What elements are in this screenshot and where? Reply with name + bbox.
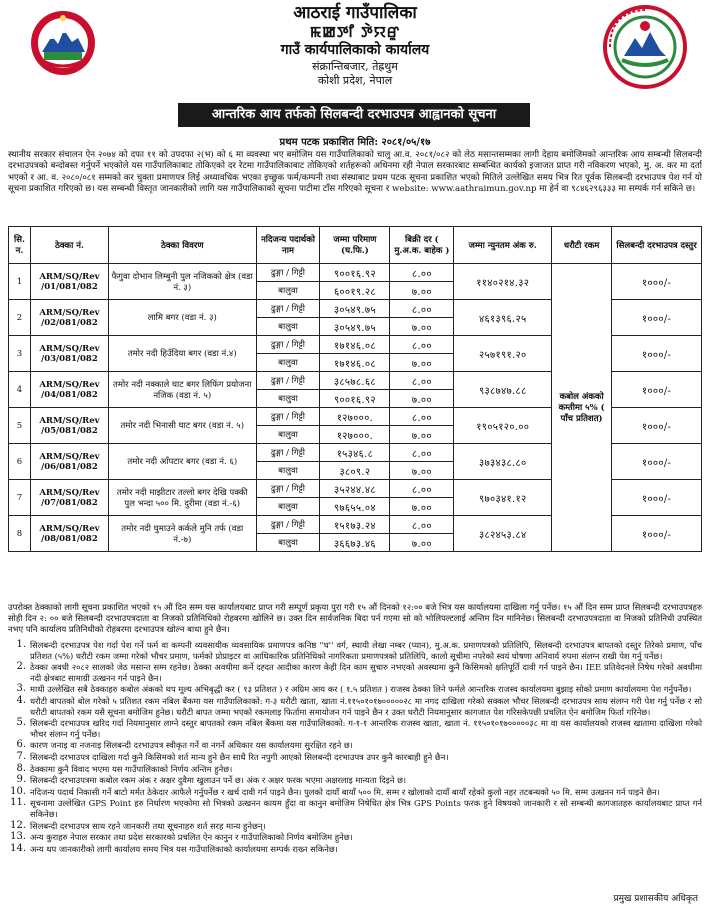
- term-text: नदिजन्य पदार्थ निकासी गर्ने बाटो मर्मत ठेकेदार आफैले गर्नुपर्नेछ र खर्च दावी गर्न पाइने छैन। पुलको दायाँ बायाँ ५०० मि. सम्म र खोलाको दायाँ बायाँ रहेको कुलो नहर तटबन्धको ५० मि. सम्म उत्खनन गर्न पाइने छैन।: [30, 786, 660, 797]
- term-number: 5.: [16, 717, 26, 729]
- row-rate: ७.००: [390, 318, 454, 336]
- row-rate: ८.००: [390, 516, 454, 534]
- row-quantity: ३०५४९.७५: [320, 318, 390, 336]
- row-quantity: १२७०००.: [320, 426, 390, 444]
- term-number: 4.: [16, 694, 26, 706]
- term-text: सिलबन्दी दरभाउपत्र खरिद गर्दा नियमानुसार लाग्ने दस्तुर बापतको रकम नबिल बैंकमा यस गाउँपालिकाको: ग-१-१ आन्तरिक राजस्व खाता, खाता नं. ११५०१०१७०००००३८ मा वा यस कार्यालयको राजस्व खातामा दाखिला गरेको भौचर संलग्न गर्नु पर्नेछ।: [30, 718, 702, 739]
- nepal-government-emblem-icon: [28, 8, 98, 78]
- term-text: धरौटी बापतको बोल गरेको ५ प्रतिशत रकम नबिल बैंकमा यस गाउँपालिकाको: ग-३ धरौटी खाता, खाता नं.११५०१०१७०००००२८ मा नगद दाखिला गरेको सक्कल भौचर सिलबन्दी दरभाउपत्र साथ संलग्न गरी पेश गर्नु पर्नेछ र सो धरौटी बापतको रकम यसै सूचना बमोजिम हुनेछ। धरौटी बापत जम्मा भएको रकमलाइ फिर्तामा समायोजन गर्न पाइने छैन र उक्त धरौटी नियमानुसार कागजात पेश गरिसकेपछी प्रचलित ऐन बमोजिम फिर्ता गरिनेछ।: [30, 695, 702, 717]
- term-item: [8, 832, 702, 843]
- row-quantity: १७१४६.०८: [320, 336, 390, 354]
- row-material: बालुवा: [256, 282, 320, 300]
- row-sn: 2: [9, 300, 31, 336]
- row-contract-no: ARM/SQ/Rev /04/081/082: [30, 372, 108, 408]
- row-quantity: ३८५७८.६८: [320, 372, 390, 390]
- term-number: 11.: [10, 797, 26, 809]
- col-min-amount: जम्मा न्युनतम अंक रु.: [454, 227, 552, 264]
- office-name: गाउँ कार्यपालिकाको कार्यालय: [280, 42, 430, 58]
- term-text: सूचनामा उल्लेखित GPS Point हरु निर्धारण भएकोमा सो भित्रको उत्खनन कायम हुँदा वा कानुन बमोजिम निषेधित क्षेत्र भित्र GPS Points फरक हुने विषयको जानकारी र सो सम्बन्धी कागजातहरु कार्यालयबाट प्राप्त गर्न सकिनेछ।: [30, 798, 702, 819]
- row-sn: 6: [9, 444, 31, 480]
- term-item: [8, 844, 702, 855]
- term-item: [8, 821, 702, 832]
- term-text: सिलबन्दी दरभाउपत्र दाखिला गर्दा कुनै किसिमको शर्त मान्य हुने छैन साथै रित नपुगी आएको सिलबन्दी दरभाउपत्र उपर कुनै कारबाही हुने छैन।: [30, 751, 449, 762]
- row-description: फैगुवा दोभान लिम्बुनी पुल नजिकको क्षेत्र (वडा नं. ३): [108, 264, 256, 300]
- col-deposit: धरौटी रकम: [552, 227, 612, 264]
- term-number: 1.: [16, 639, 26, 650]
- term-item: [8, 696, 702, 717]
- row-description: तमोर नदी भिनासी घाट बगर (वडा नं. ५): [108, 408, 256, 444]
- term-item: [8, 775, 702, 786]
- row-fee: १०००/-: [612, 480, 702, 516]
- row-sn: 5: [9, 408, 31, 444]
- row-quantity: ३५२४४.४८: [320, 480, 390, 498]
- row-contract-no: ARM/SQ/Rev /05/081/082: [30, 408, 108, 444]
- row-rate: ७.००: [390, 534, 454, 552]
- row-quantity: ६००१९.२८: [320, 282, 390, 300]
- row-description: तमोर नदी नक्काले घाट बगर लिफिंग प्रयोजना नजिक (वडा नं. ५): [108, 372, 256, 408]
- row-material: ढुङ्गा / गिट्टी: [256, 264, 320, 282]
- row-rate: ८.००: [390, 372, 454, 390]
- row-description: तमोर नदी आँपटार बगर (वडा नं. ६): [108, 444, 256, 480]
- term-text: ठेक्का अवधी २०८२ सालको जेठ मसान्त सम्म रहनेछ। ठेक्का अवधीमा कर्ने दह्दत आदीका कारण केही दिन काम सुचारु नभएको अवस्थामा कुनै किसिमको क्षतिपूर्ति दावी गर्न पाइने छैन। IEE प्रतिवेदनले निषेध गरेको अवधीमा नदी क्षेत्रबाट सामाग्री उत्खनन गर्न पाइने छैन।: [30, 662, 702, 683]
- term-text: सिलबन्दी दरभाउपत्र पेश गर्दा पेश गर्ने फर्म वा कम्पनी व्यवसायीक व्यवसायिक प्रमाणपत्र कनिष्ठ ''घ'' वर्ग, स्थायी लेखा नम्बर (प्यान), मु.अ.क. प्रमाणपत्रको प्रतिलिपि, सिलबन्दी दरभाउपत्र बापतको दस्तुर तिरेको प्रमाण, पाँच प्रतिशत (५%) धरौटी रकम जम्मा गरेको भौचर प्रमाण, फर्मको प्रोप्राइटर वा आधिकारिक प्रतिनिधिको नागरिकता प्रमाणपत्रको प्रतिलिपि, कालो सूचीमा नपरेको स्वयं घोषणा अनिवार्य रुपमा संलग्न राखी पेश गर्नु पर्नेछ।: [30, 640, 702, 661]
- table-header-row: [9, 227, 702, 264]
- submission-paragraph: उपरोक्त ठेक्काको लागी सूचना प्रकाशित भएको १५ औं दिन सम्म यस कार्यालयबाट प्राप्त गरी सम्पूर्ण प्रकृया पुरा गरी १५ औं दिनको १२:०० बजे भित्र यस कार्यालयमा दाखिला गर्नु पर्नेछ। १५ औं दिन सम्म प्राप्त सिलबन्दी दरभाउपत्रहरु सोही दिन २: ०० बजे सिलबन्दी दरभाउपत्रदाता वा निजको प्रतिनिधिको रोहबरमा खोलिने छ। उक्त दिन सार्वजनिक बिदा पर्न गएमा सो को भोलिपल्टलाई अन्तिम दिन मानिनेछ। सिलबन्दी दरभाउपत्रदाता वा निजको प्रतिनिधी उपस्थित नभए पनि कार्यालय प्रतिनिधीको रोहबरमा दरभाउपत्र खोल्न बाधा हुने छैन।: [8, 602, 702, 634]
- province-name: कोशी प्रदेश, नेपाल: [317, 74, 393, 87]
- row-material: ढुङ्गा / गिट्टी: [256, 480, 320, 498]
- term-number: 12.: [10, 819, 26, 831]
- letterhead: [0, 0, 710, 96]
- row-min-amount: ११४०२१४.३२: [454, 264, 552, 300]
- row-sn: 8: [9, 516, 31, 552]
- row-material: बालुवा: [256, 498, 320, 516]
- term-item: [8, 740, 702, 751]
- term-number: 9.: [16, 774, 26, 786]
- term-text: कारण जनाइ वा नजनाइ सिलबन्दी दरभाउपत्र स्वीकृत गर्ने वा नगर्ने अधिकार यस कार्यालयमा सुरक्षित रहने छ।: [30, 740, 353, 751]
- row-fee: १०००/-: [612, 444, 702, 480]
- deposit-cell: कबोल अंकको कम्तीमा ५% ( पाँच प्रतिशत): [552, 264, 612, 552]
- row-quantity: ९७६५५.०४: [320, 498, 390, 516]
- municipality-name-limbu: ꯃꯀꯇꯤ ꯇꯥꯌꯔꯨ: [309, 23, 401, 41]
- row-fee: १०००/-: [612, 300, 702, 336]
- tender-table: [8, 226, 702, 552]
- row-min-amount: ४६१३९६.२५: [454, 300, 552, 336]
- row-rate: ७.००: [390, 426, 454, 444]
- row-contract-no: ARM/SQ/Rev /07/081/082: [30, 480, 108, 516]
- row-sn: 4: [9, 372, 31, 408]
- row-quantity: ३८०९.२: [320, 462, 390, 480]
- row-min-amount: १९०५१२०.००: [454, 408, 552, 444]
- term-item: [8, 764, 702, 775]
- row-material: ढुङ्गा / गिट्टी: [256, 516, 320, 534]
- row-fee: १०००/-: [612, 516, 702, 552]
- row-material: बालुवा: [256, 462, 320, 480]
- term-text: अन्य थप जानकारीको लागी कार्यालय समय भित्र यस गाउँपालिकाको कार्यालयमा सम्पर्क राख्न सकिनेछ।: [30, 843, 338, 854]
- row-description: तमोर नदी माझीटार तल्लो बगर देखि पक्की पुल भन्दा ५०० मि. दुरीमा (वडा नं.-६): [108, 480, 256, 516]
- row-material: बालुवा: [256, 318, 320, 336]
- term-number: 7.: [16, 750, 26, 762]
- row-contract-no: ARM/SQ/Rev /03/081/082: [30, 336, 108, 372]
- col-description: ठेक्का विवरण: [108, 227, 256, 264]
- municipality-logo-icon: [602, 4, 688, 90]
- row-quantity: ९००१६.९२: [320, 264, 390, 282]
- term-number: 3.: [16, 683, 26, 695]
- row-min-amount: ३८२४५३.८४: [454, 516, 552, 552]
- row-rate: ८.००: [390, 264, 454, 282]
- term-number: 13.: [10, 831, 26, 843]
- row-description: तमोर नदी हिउँदिया बगर (वडा नं.४): [108, 336, 256, 372]
- term-item: [8, 684, 702, 695]
- term-number: 10.: [10, 785, 26, 797]
- row-material: ढुङ्गा / गिट्टी: [256, 372, 320, 390]
- col-sn: सि. न.: [9, 227, 31, 264]
- col-rate: बिक्री दर ( मु.अ.क. बाहेक ): [390, 227, 454, 264]
- row-material: बालुवा: [256, 426, 320, 444]
- row-material: ढुङ्गा / गिट्टी: [256, 300, 320, 318]
- term-item: [8, 640, 702, 661]
- row-quantity: ३६६७३.४६: [320, 534, 390, 552]
- row-fee: १०००/-: [612, 408, 702, 444]
- notice-title: आन्तरिक आय तर्फको सिलबन्दी दरभाउपत्र आह्वानको सूचना: [178, 103, 530, 127]
- row-rate: ७.००: [390, 498, 454, 516]
- table-row: [9, 264, 702, 282]
- row-sn: 7: [9, 480, 31, 516]
- row-quantity: ३०५४९.७५: [320, 300, 390, 318]
- term-item: [8, 787, 702, 798]
- row-rate: ७.००: [390, 354, 454, 372]
- row-fee: १०००/-: [612, 372, 702, 408]
- row-rate: ८.००: [390, 336, 454, 354]
- row-rate: ७.००: [390, 282, 454, 300]
- row-min-amount: ३७३४३८.८०: [454, 444, 552, 480]
- term-number: 8.: [16, 762, 26, 774]
- row-material: बालुवा: [256, 534, 320, 552]
- term-number: 6.: [16, 739, 26, 751]
- term-item: [8, 752, 702, 763]
- term-item: [8, 718, 702, 739]
- col-fee: सिलबन्दी दरभाउपत्र दस्तुर: [612, 227, 702, 264]
- row-rate: ८.००: [390, 480, 454, 498]
- row-rate: ८.००: [390, 408, 454, 426]
- row-quantity: १२७०००.: [320, 408, 390, 426]
- row-material: ढुङ्गा / गिट्टी: [256, 408, 320, 426]
- row-min-amount: २५७१९१.२०: [454, 336, 552, 372]
- intro-paragraph: स्थानीय सरकार संचालन ऐन २०७४ को दफा ११ को उपदफा २(भ) को ६ मा व्यवस्था भए बमोजिम यस गाउँपालिकाको चालु आ.व. २०८१/०८२ को लेठ मसान्तसम्मका लागी देहाय बमोजिमको आन्तरिक आय सम्बन्धी सिलबन्दी दरभाउपत्रको बन्दोबस्त गर्नुपर्ने भएकोले यस गाउँपालिकाबाट तोकिएको दर रेटमा गाउँपालिकाबाट तोकिएको शर्तहरूको अधिनमा रही नेपाल सरकारबाट सम्बन्धित कार्यको इजाजत प्राप्त गरी नविकरण भएको, मु. अ. कर मा दर्ता भएको र आ. व. २०८०/०८१ सम्मको कर चुक्ता प्रमाणपत्र लिई अध्यावधिक भएका इच्छुक फर्म/कम्पनी तथा संस्थाबाट प्रथम पटक सूचना प्रकाशित भएको मितिले उल्लेखित समय भित्र रित पूर्वक सिलबन्दी दरभाउपत्र पेश गर्न यो सूचना प्रकाशित गरिएको छ। यस सम्बन्धी विस्तृत जानकारीको लागि यस गाउँपालिकाको सूचना पाटीमा टाँस गरिएको सूचना र website: www.aathraimun.gov.np मा हेर्न वा ९८४६२९६३३३ मा सम्पर्क गर्न सकिने छ।: [8, 150, 702, 195]
- row-quantity: ९००१६.९२: [320, 390, 390, 408]
- row-quantity: १७१४६.०८: [320, 354, 390, 372]
- term-text: माथी उल्लेखित सबै ठेक्काहरु कबोल अंकको थप मूल्य अभिबृद्धी कर ( १३ प्रतिशत ) र अग्रिम आय कर ( १.५ प्रतिशत ) राजस्व ठेक्का लिने फर्मले आन्तरिक राजस्व कार्यालयमा बुझाइ सोको प्रमाण कार्यालयमा पेश गर्नुपर्नेछ।: [30, 684, 692, 695]
- term-text: सिलबन्दी दरभाउपत्र साथ रहने जानकारी तथा सूचनाहरु शर्त सरह मान्य हुनेछन्।: [30, 820, 266, 831]
- row-min-amount: ९३८७४७.८८: [454, 372, 552, 408]
- row-sn: 1: [9, 264, 31, 300]
- office-address: संक्रान्तिबजार, तेह्रथुम: [312, 60, 398, 73]
- row-material: ढुङ्गा / गिट्टी: [256, 336, 320, 354]
- row-contract-no: ARM/SQ/Rev /02/081/082: [30, 300, 108, 336]
- row-quantity: १५३४६.८: [320, 444, 390, 462]
- term-text: सिलबन्दी दरभाउपत्रमा कबोल रकम अंक र अक्षर दुवैमा खुलाउन पर्ने छ। अंक र अक्षर फरक भएमा अक्षरलाइ मान्यता दिइने छ।: [30, 775, 407, 786]
- row-rate: ७.००: [390, 462, 454, 480]
- row-contract-no: ARM/SQ/Rev /08/081/082: [30, 516, 108, 552]
- row-fee: १०००/-: [612, 264, 702, 300]
- col-material: नदिजन्य पदार्थको नाम: [256, 227, 320, 264]
- row-description: लामि बगर (वडा नं. ३): [108, 300, 256, 336]
- term-item: [8, 662, 702, 683]
- row-material: बालुवा: [256, 390, 320, 408]
- term-text: ठेक्कामा कुनै विवाद भएमा यस गाउँपालिकाको निर्णय अन्तिम हुनेछ।: [30, 763, 233, 774]
- row-rate: ८.००: [390, 300, 454, 318]
- term-text: अन्य कुराहरु नेपाल सरकार तथा प्रदेश सरकारको प्रचलित ऐन कानुन र गाउँपालिकाको निर्णय बमोजिम हुनेछ।: [30, 832, 353, 843]
- publication-date: प्रथम पटक प्रकाशित मिति: २०८१/०५/१७: [279, 137, 431, 148]
- col-quantity: जम्मा परिमाण (घ.फि.): [320, 227, 390, 264]
- row-description: तमोर नदी घुमाउने कर्कले मुनि तर्फ (वडा नं.-७): [108, 516, 256, 552]
- row-sn: 3: [9, 336, 31, 372]
- col-contract-no: ठेक्का नं.: [30, 227, 108, 264]
- row-fee: १०००/-: [612, 336, 702, 372]
- row-contract-no: ARM/SQ/Rev /01/081/082: [30, 264, 108, 300]
- row-min-amount: ९७०३४१.१२: [454, 480, 552, 516]
- signature-title: प्रमुख प्रशासकीय अधिकृत: [613, 894, 698, 904]
- row-rate: ७.००: [390, 390, 454, 408]
- term-item: [8, 798, 702, 819]
- row-material: ढुङ्गा / गिट्टी: [256, 444, 320, 462]
- term-number: 2.: [16, 661, 26, 673]
- row-material: बालुवा: [256, 354, 320, 372]
- municipality-name: आठराई गाउँपालिका: [293, 3, 417, 23]
- row-contract-no: ARM/SQ/Rev /06/081/082: [30, 444, 108, 480]
- row-quantity: १५१७३.२४: [320, 516, 390, 534]
- terms-list: [8, 640, 702, 855]
- row-rate: ८.००: [390, 444, 454, 462]
- term-number: 14.: [10, 842, 26, 854]
